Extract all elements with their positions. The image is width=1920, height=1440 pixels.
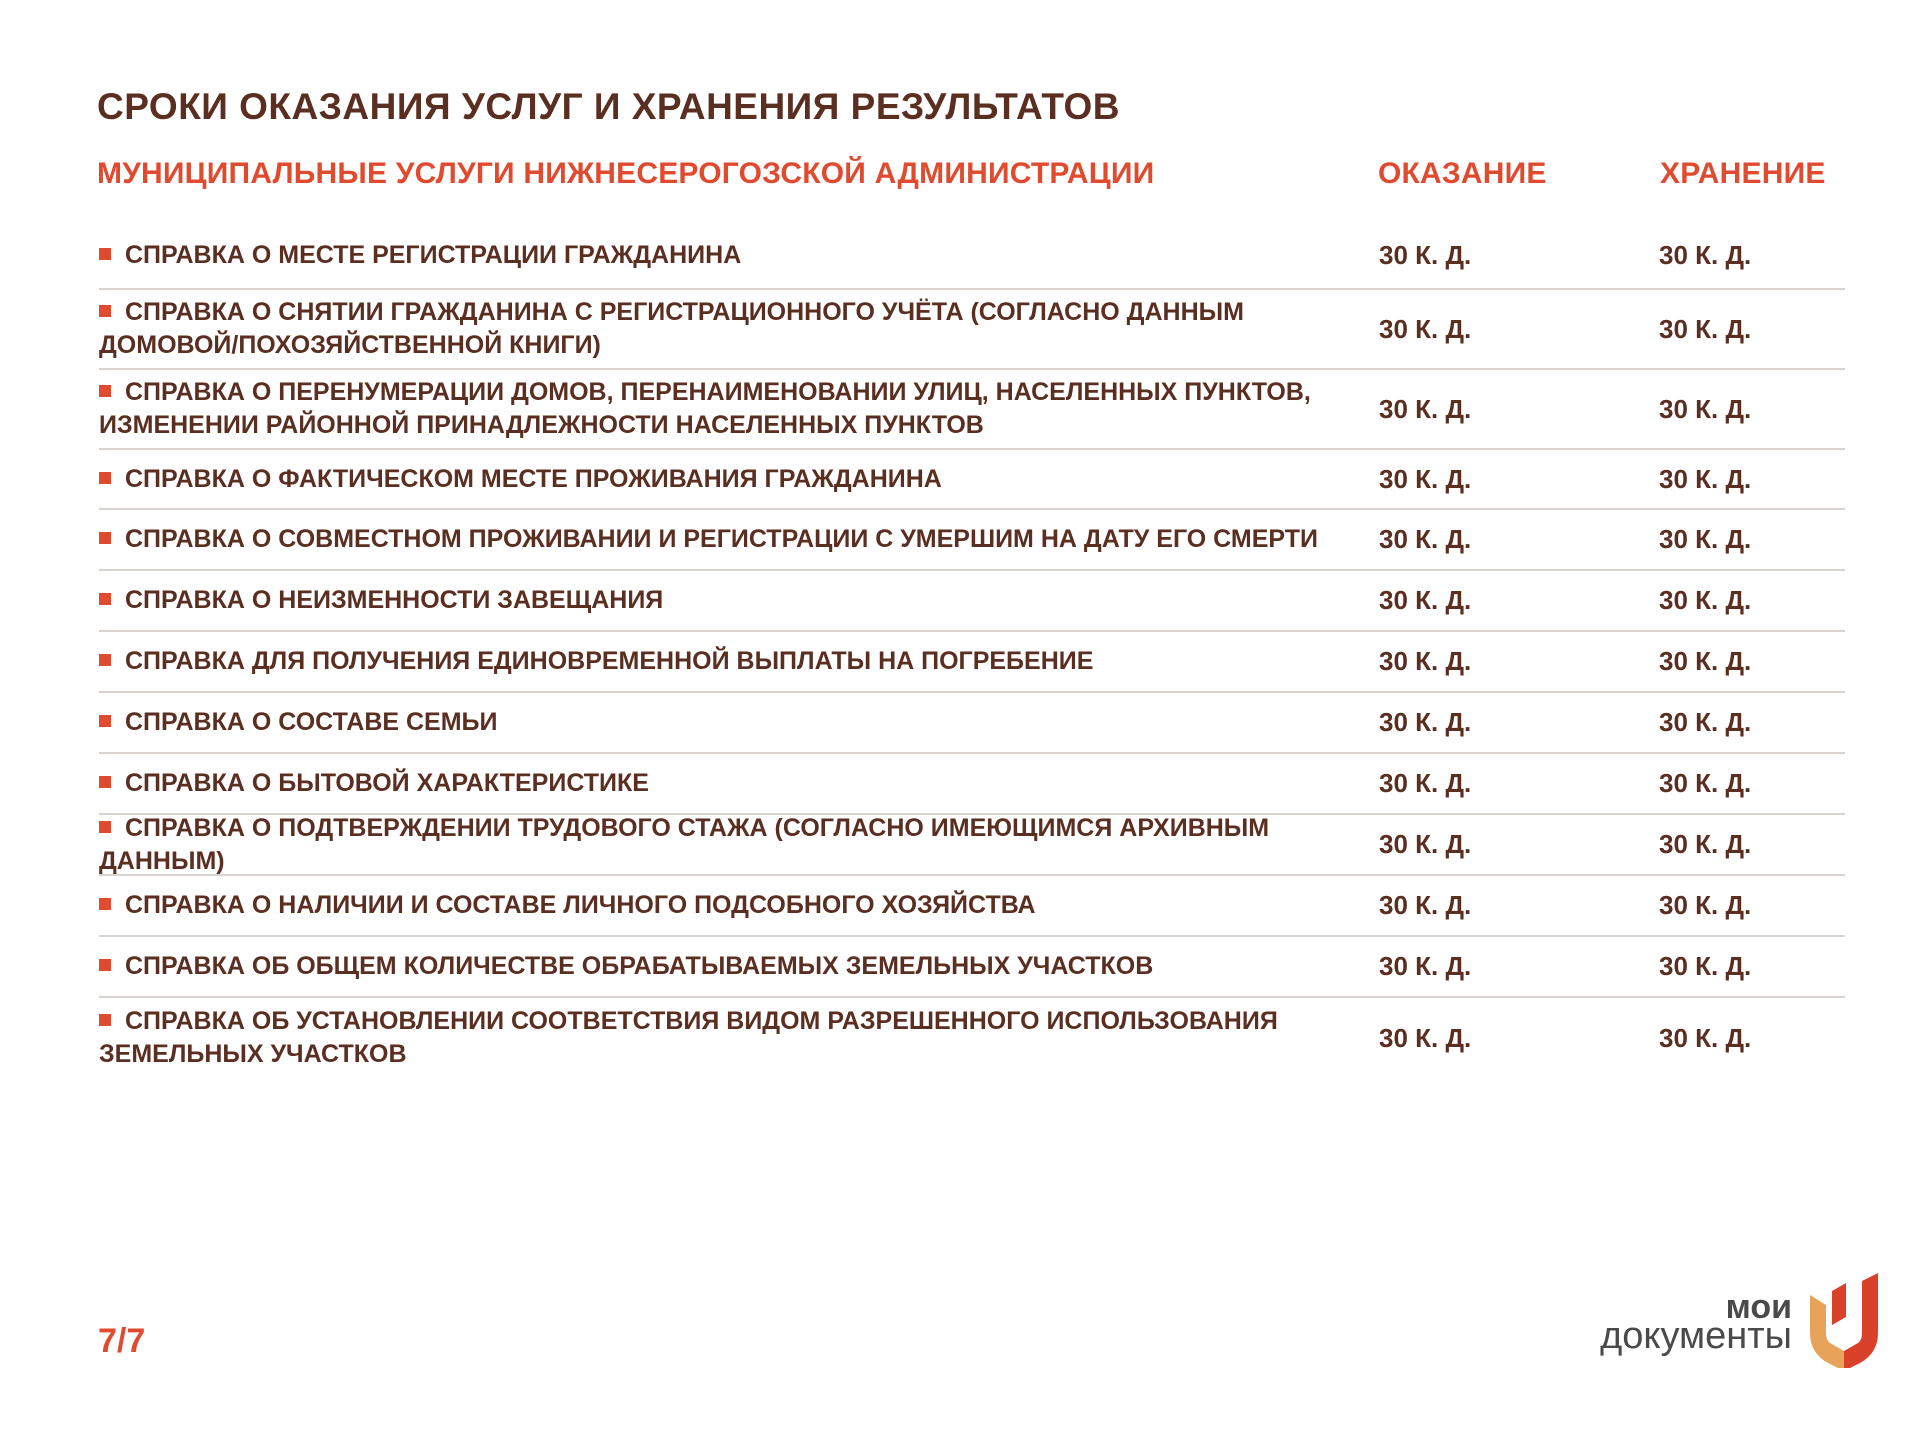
table-row	[99, 510, 1845, 571]
provision-term: 30 К. Д.	[1379, 646, 1472, 676]
logo-text-moi: мои	[1725, 1288, 1792, 1326]
service-name-cell	[99, 296, 1379, 362]
storage-term: 30 К. Д.	[1659, 951, 1752, 981]
service-name: СПРАВКА О ФАКТИЧЕСКОМ МЕСТЕ ПРОЖИВАНИЯ ГРАЖДАНИНА	[125, 464, 942, 493]
provision-column-header: ОКАЗАНИЕ	[1378, 157, 1547, 190]
service-name: СПРАВКА О СОСТАВЕ СЕМЬИ	[125, 708, 498, 736]
table-row	[99, 290, 1845, 370]
table-row	[99, 937, 1845, 998]
table-row	[99, 998, 1845, 1078]
storage-term: 30 К. Д.	[1659, 829, 1752, 859]
service-name-cell	[99, 1005, 1379, 1071]
service-name: СПРАВКА О БЫТОВОЙ ХАРАКТЕРИСТИКЕ	[125, 769, 649, 797]
table-row	[99, 571, 1845, 632]
service-name: СПРАВКА ОБ УСТАНОВЛЕНИИ СООТВЕТСТВИЯ ВИДОМ РАЗРЕШЕННОГО ИСПОЛЬЗОВАНИЯ ЗЕМЕЛЬНЫХ УЧАСТКОВ	[99, 1007, 1278, 1068]
provision-term: 30 К. Д.	[1379, 524, 1472, 554]
table-row	[99, 450, 1845, 510]
service-name-cell	[99, 812, 1379, 878]
moi-dokumenty-logo-icon	[1810, 1273, 1878, 1368]
service-name-cell	[99, 376, 1379, 442]
bullet-square-icon	[99, 305, 111, 317]
service-name-cell	[99, 767, 1379, 800]
provision-term: 30 К. Д.	[1379, 768, 1472, 798]
table-row	[99, 222, 1845, 290]
storage-term: 30 К. Д.	[1659, 768, 1752, 798]
provision-term: 30 К. Д.	[1379, 707, 1472, 737]
provision-term: 30 К. Д.	[1379, 313, 1472, 344]
service-name-cell	[99, 523, 1379, 556]
bullet-square-icon	[99, 1014, 111, 1026]
section-header: МУНИЦИПАЛЬНЫЕ УСЛУГИ НИЖНЕСЕРОГОЗСКОЙ АДМИНИСТРАЦИИ	[97, 157, 1155, 190]
provision-term: 30 К. Д.	[1379, 463, 1472, 494]
table-row	[99, 815, 1845, 876]
service-name: СПРАВКА О НАЛИЧИИ И СОСТАВЕ ЛИЧНОГО ПОДСОБНОГО ХОЗЯЙСТВА	[125, 891, 1036, 919]
service-name-cell	[99, 889, 1379, 922]
services-table	[99, 222, 1845, 1078]
service-name-cell	[99, 706, 1379, 739]
table-row	[99, 876, 1845, 937]
service-name: СПРАВКА О МЕСТЕ РЕГИСТРАЦИИ ГРАЖДАНИНА	[125, 240, 742, 269]
service-name: СПРАВКА ОБ ОБЩЕМ КОЛИЧЕСТВЕ ОБРАБАТЫВАЕМЫХ ЗЕМЕЛЬНЫХ УЧАСТКОВ	[125, 952, 1154, 980]
service-name: СПРАВКА О ПОДТВЕРЖДЕНИИ ТРУДОВОГО СТАЖА (СОГЛАСНО ИМЕЮЩИМСЯ АРХИВНЫМ ДАННЫМ)	[99, 813, 1270, 875]
bullet-square-icon	[99, 959, 111, 971]
provision-term: 30 К. Д.	[1379, 829, 1472, 859]
table-row	[99, 632, 1845, 693]
service-name-cell	[99, 584, 1379, 617]
storage-term: 30 К. Д.	[1659, 393, 1752, 424]
storage-term: 30 К. Д.	[1659, 239, 1752, 270]
storage-term: 30 К. Д.	[1659, 707, 1752, 737]
storage-term: 30 К. Д.	[1659, 524, 1752, 554]
service-name-cell	[99, 463, 1379, 496]
service-name: СПРАВКА ДЛЯ ПОЛУЧЕНИЯ ЕДИНОВРЕМЕННОЙ ВЫПЛАТЫ НА ПОГРЕБЕНИЕ	[125, 647, 1094, 675]
storage-term: 30 К. Д.	[1659, 890, 1752, 920]
service-name: СПРАВКА О ПЕРЕНУМЕРАЦИИ ДОМОВ, ПЕРЕНАИМЕНОВАНИИ УЛИЦ, НАСЕЛЕННЫХ ПУНКТОВ, ИЗМЕНЕНИИ РАЙОННОЙ ПРИНАДЛЕЖНОСТИ НАСЕЛЕННЫХ ПУНКТОВ	[99, 378, 1311, 439]
page-title: СРОКИ ОКАЗАНИЯ УСЛУГ И ХРАНЕНИЯ РЕЗУЛЬТАТОВ	[97, 86, 1121, 127]
bullet-square-icon	[99, 248, 111, 260]
logo-text-dokumenty: документы	[1600, 1315, 1792, 1357]
storage-term: 30 К. Д.	[1659, 646, 1752, 676]
service-name: СПРАВКА О СОВМЕСТНОМ ПРОЖИВАНИИ И РЕГИСТРАЦИИ С УМЕРШИМ НА ДАТУ ЕГО СМЕРТИ	[125, 525, 1318, 553]
service-name: СПРАВКА О НЕИЗМЕННОСТИ ЗАВЕЩАНИЯ	[125, 586, 664, 614]
provision-term: 30 К. Д.	[1379, 585, 1472, 615]
storage-term: 30 К. Д.	[1659, 1022, 1752, 1053]
page-number: 7/7	[98, 1322, 146, 1360]
service-name: СПРАВКА О СНЯТИИ ГРАЖДАНИНА С РЕГИСТРАЦИОННОГО УЧЁТА (СОГЛАСНО ДАННЫМ ДОМОВОЙ/ПОХОЗЯЙСТВЕННОЙ КНИГИ)	[99, 298, 1244, 359]
table-row	[99, 754, 1845, 815]
table-row	[99, 370, 1845, 450]
provision-term: 30 К. Д.	[1379, 393, 1472, 424]
bullet-square-icon	[99, 776, 111, 788]
storage-term: 30 К. Д.	[1659, 463, 1752, 494]
provision-term: 30 К. Д.	[1379, 951, 1472, 981]
bullet-square-icon	[99, 715, 111, 727]
storage-column-header: ХРАНЕНИЕ	[1660, 157, 1826, 190]
bullet-square-icon	[99, 472, 111, 484]
provision-term: 30 К. Д.	[1379, 890, 1472, 920]
service-name-cell	[99, 950, 1379, 983]
bullet-square-icon	[99, 532, 111, 544]
table-row	[99, 693, 1845, 754]
bullet-square-icon	[99, 654, 111, 666]
bullet-square-icon	[99, 593, 111, 605]
service-name-cell	[99, 645, 1379, 678]
moi-dokumenty-logo	[1555, 1268, 1885, 1368]
provision-term: 30 К. Д.	[1379, 1022, 1472, 1053]
provision-term: 30 К. Д.	[1379, 239, 1472, 270]
bullet-square-icon	[99, 898, 111, 910]
bullet-square-icon	[99, 821, 111, 833]
storage-term: 30 К. Д.	[1659, 585, 1752, 615]
service-name-cell	[99, 239, 1379, 272]
bullet-square-icon	[99, 385, 111, 397]
storage-term: 30 К. Д.	[1659, 313, 1752, 344]
